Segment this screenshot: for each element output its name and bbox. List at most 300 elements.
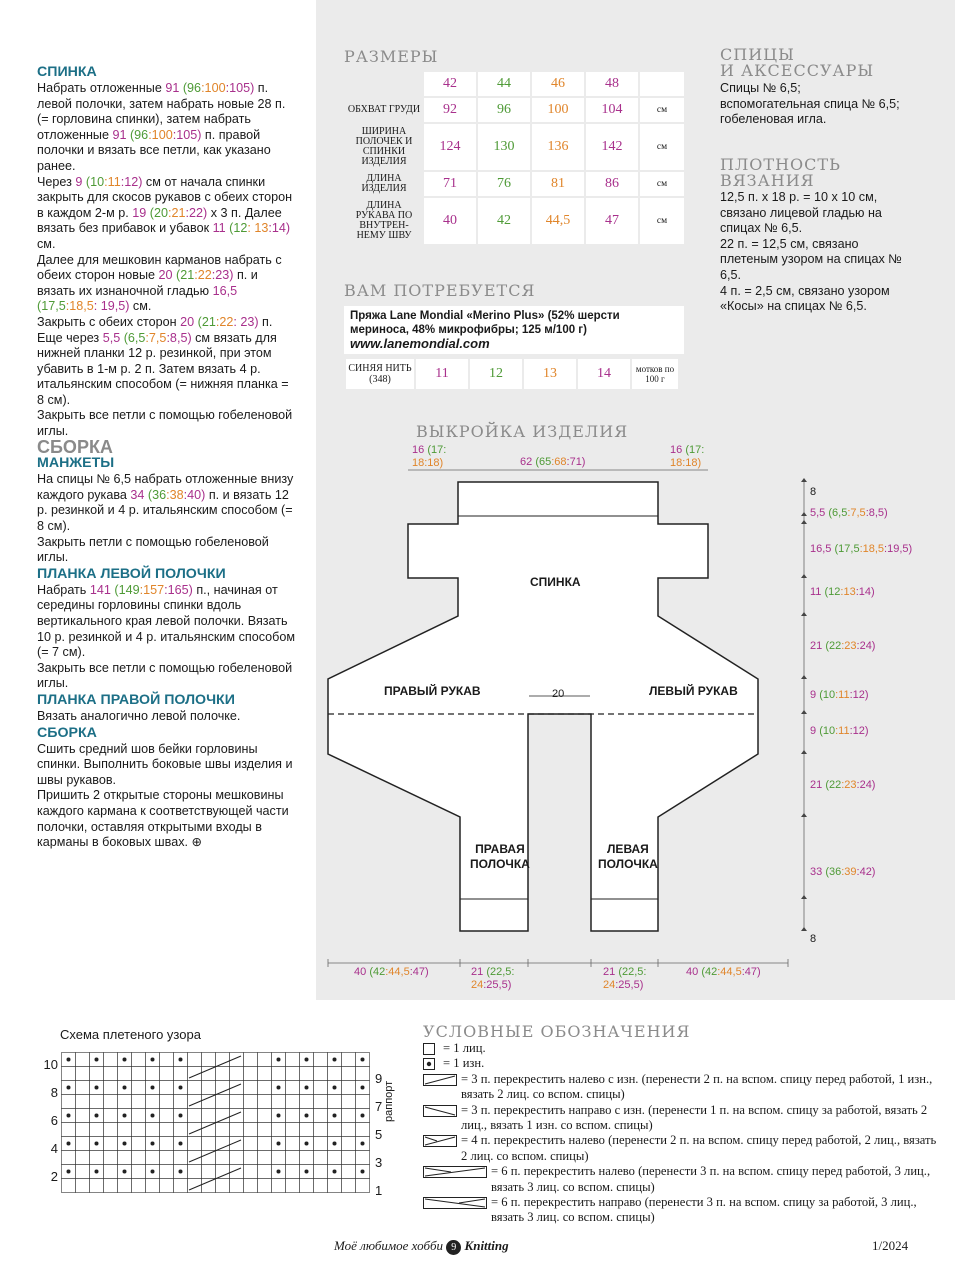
chart-cell: [286, 1109, 300, 1123]
sizes-title: РАЗМЕРЫ: [344, 47, 439, 66]
table-cell: 11: [416, 359, 468, 389]
chart-cell: [202, 1095, 216, 1109]
back-paragraph-6: Закрыть все петли с помощью гобеленовой иглы.: [37, 408, 293, 439]
dim-right-0: 8: [810, 486, 817, 498]
table-cell: 42: [478, 198, 530, 244]
purl-dot: [179, 1058, 183, 1062]
chart-cell: [272, 1067, 286, 1081]
cuffs-heading: МАНЖЕТЫ: [37, 455, 115, 472]
chart-cell: [230, 1179, 244, 1193]
chart-cell: [328, 1123, 342, 1137]
chart-cell: [300, 1067, 314, 1081]
chart-cell: [202, 1053, 216, 1067]
row-number: 8: [50, 1085, 58, 1100]
chart-cell: [356, 1095, 370, 1109]
chart-cell: [90, 1123, 104, 1137]
tools-title-line-1: СПИЦЫ: [720, 45, 795, 64]
chart-cell: [258, 1095, 272, 1109]
chart-cell: [286, 1095, 300, 1109]
table-row: [346, 124, 684, 170]
table-cell: 124: [424, 124, 476, 170]
purl-dot: [67, 1058, 71, 1062]
purl-dot: [277, 1142, 281, 1146]
garment-outline: [328, 482, 758, 931]
chart-cell: [314, 1109, 328, 1123]
legend-list: [423, 1041, 943, 1226]
row-number: 10: [43, 1057, 58, 1072]
chart-cell: [258, 1053, 272, 1067]
purl-dot: [151, 1086, 155, 1090]
chart-cell: [300, 1151, 314, 1165]
chart-cell: [90, 1067, 104, 1081]
row-label: ДЛИНА ИЗДЕЛИЯ: [361, 173, 407, 194]
legend-item: = 3 п. перекрестить налево с изн. (перенести 2 п. на вспом. спицу перед работой, 1 изн., вязать 2 лиц. со вспом. спицы): [423, 1072, 943, 1103]
purl-dot: [361, 1114, 365, 1118]
legend-item: = 4 п. перекрестить налево (перенести 2 п. на вспом. спицу перед работой, 2 лиц., вязать 2 лиц. со вспом. спицы): [423, 1133, 943, 1164]
size-header: 42: [424, 72, 476, 96]
purl-dot: [333, 1142, 337, 1146]
chart-cell: [76, 1165, 90, 1179]
dim-right-3: 11 (12:13:14): [810, 586, 875, 598]
instructions-column: [37, 64, 299, 851]
right-band-paragraph: Вязать аналогично левой полочке.: [37, 708, 241, 723]
chart-cell: [160, 1151, 174, 1165]
table-cell: 44,5: [532, 198, 584, 244]
purl-dot: [305, 1170, 309, 1174]
chart-cell: [202, 1179, 216, 1193]
purl-dot: [123, 1142, 127, 1146]
chart-cell: [76, 1095, 90, 1109]
chart-cell: [286, 1123, 300, 1137]
chart-cell: [328, 1067, 342, 1081]
chart-cell: [342, 1053, 356, 1067]
need-title: ВАМ ПОТРЕБУЕТСЯ: [344, 281, 536, 300]
yarn-table: [344, 357, 680, 391]
chart-cell: [342, 1179, 356, 1193]
chart-cell: [244, 1067, 258, 1081]
chart-cell: [132, 1123, 146, 1137]
row-label: ШИРИНА ПОЛОЧЕК И СПИНКИ ИЗДЕЛИЯ: [355, 126, 413, 167]
chart-cell: [314, 1095, 328, 1109]
purl-dot: [277, 1170, 281, 1174]
chart-cell: [216, 1067, 230, 1081]
chart-cell: [314, 1081, 328, 1095]
label-gap: 20: [552, 688, 565, 700]
page-number-badge: 9: [446, 1240, 461, 1255]
chart-cell: [174, 1095, 188, 1109]
chart-cell: [118, 1123, 132, 1137]
tools-text: Спицы № 6,5; вспомогательная спица № 6,5; гобеленовая игла.: [720, 81, 900, 127]
table-cell: 47: [586, 198, 638, 244]
table-cell: 40: [424, 198, 476, 244]
dim-top-left-label: 16 (17: 18:18): [412, 444, 447, 469]
chart-cell: [160, 1165, 174, 1179]
chart-cell: [202, 1067, 216, 1081]
purl-dot: [151, 1058, 155, 1062]
chart-cell: [356, 1151, 370, 1165]
chart-cell: [258, 1081, 272, 1095]
chart-cell: [230, 1151, 244, 1165]
chart-cell: [62, 1179, 76, 1193]
chart-cell: [286, 1165, 300, 1179]
purl-dot: [277, 1086, 281, 1090]
chart-cell: [188, 1053, 202, 1067]
footer-knitting: Knitting: [464, 1238, 509, 1253]
chart-cell: [342, 1067, 356, 1081]
cuffs-paragraph: На спицы № 6,5 набрать отложенные внизу каждого рукава 34 (36:38:40) п. и вязать 12 р. резинкой и 4 р. итальянским способом (= 8 см).: [37, 472, 294, 534]
table-cell: 14: [578, 359, 630, 389]
chart-cell: [202, 1165, 216, 1179]
chart-cell: [76, 1053, 90, 1067]
purl-dot: [361, 1170, 365, 1174]
dim-bottom-mid1-label: 21 (22,5: 24:25,5): [471, 966, 515, 991]
purl-dot: [179, 1170, 183, 1174]
back-paragraph-5: Еще через 5,5 (6,5:7,5:8,5) см вязать для нижней планки 12 р. резинкой, при этом убавить в 1-м р. 2 п. Затем вязать 4 р. итальянским способом (= нижняя планка = 8 см).: [37, 330, 289, 407]
purl-dot: [333, 1114, 337, 1118]
chart-cell: [258, 1067, 272, 1081]
purl-dot: [361, 1142, 365, 1146]
chart-cell: [272, 1179, 286, 1193]
purl-dot: [95, 1086, 99, 1090]
chart-cell: [132, 1137, 146, 1151]
tick: [801, 478, 807, 482]
chart-cell: [258, 1179, 272, 1193]
size-header: 48: [586, 72, 638, 96]
chart-cell: [244, 1123, 258, 1137]
chart-cell: [174, 1123, 188, 1137]
chart-title: Схема плетеного узора: [60, 1027, 201, 1042]
footer-brand: [334, 1238, 509, 1255]
chart-cell: [132, 1067, 146, 1081]
purl-dot: [95, 1142, 99, 1146]
chart-cell: [286, 1179, 300, 1193]
chart-cell: [244, 1179, 258, 1193]
sizes-corner: [346, 72, 422, 96]
chart-cell: [216, 1179, 230, 1193]
chart-cell: [188, 1109, 202, 1123]
chart-cell: [314, 1151, 328, 1165]
chart-cell: [258, 1151, 272, 1165]
dim-right-5: 9 (10:11:12): [810, 689, 869, 701]
unit-cell: см: [640, 124, 684, 170]
chart-cell: [216, 1053, 230, 1067]
chart-cell: [216, 1109, 230, 1123]
label-left-front-2: ПОЛОЧКА: [598, 857, 658, 871]
tick: [801, 710, 807, 714]
chart-cell: [328, 1151, 342, 1165]
label-right-front-1: ПРАВАЯ: [475, 842, 525, 856]
assembly-big-heading: СБОРКА: [37, 436, 113, 457]
chart-cell: [62, 1123, 76, 1137]
chart-cell: [230, 1067, 244, 1081]
back-paragraph-4: Закрыть с обеих сторон 20 (21:22: 23) п.: [37, 314, 273, 329]
label-right-front-2: ПОЛОЧКА: [470, 857, 530, 871]
row-label: ДЛИНА РУКАВА ПО ВНУТРЕН-НЕМУ ШВУ: [355, 200, 413, 241]
dim-right-2: 16,5 (17,5:18,5:19,5): [810, 543, 913, 555]
table-cell: 12: [470, 359, 522, 389]
dim-right-6: 9 (10:11:12): [810, 725, 869, 737]
chart-cell: [202, 1151, 216, 1165]
gauge-title: [720, 157, 841, 189]
table-cell: 104: [586, 98, 638, 122]
chart-cell: [272, 1095, 286, 1109]
gauge-text: [720, 190, 915, 315]
cross-left-3-icon: [423, 1074, 457, 1086]
chart-cell: [244, 1151, 258, 1165]
table-cell: 86: [586, 172, 638, 196]
chart-cell: [286, 1053, 300, 1067]
purl-dot: [277, 1114, 281, 1118]
chart-cell: [76, 1151, 90, 1165]
purl-dot: [95, 1058, 99, 1062]
cross-left-4-icon: [423, 1135, 457, 1147]
purl-dot: [151, 1142, 155, 1146]
purl-dot: [179, 1142, 183, 1146]
assembly-paragraph: Сшить средний шов бейки горловины спинки. Выполнить боковые швы изделия и швы рукавов.: [37, 741, 293, 787]
row-number: 7: [375, 1099, 383, 1114]
chart-cell: [132, 1095, 146, 1109]
chart-cell: [216, 1081, 230, 1095]
yarn-box: [344, 306, 684, 354]
chart-cell: [258, 1123, 272, 1137]
chart-cell: [174, 1179, 188, 1193]
cross-left-6-icon: [423, 1166, 487, 1178]
chart-cell: [300, 1095, 314, 1109]
chart-cell: [202, 1081, 216, 1095]
chart-cell: [76, 1137, 90, 1151]
chart-cell: [188, 1165, 202, 1179]
table-cell: 76: [478, 172, 530, 196]
chart-cell: [328, 1095, 342, 1109]
dim-right-9: 8: [810, 933, 817, 945]
cross-right-3-icon: [423, 1105, 457, 1117]
back-paragraph-2: Через 9 (10:11:12) см от начала спинки закрыть для скосов рукавов с обеих сторон в каждом 2-м р. 19 (20:21:22) x 3 п. Далее вязать без прибавок и убавок 11 (12: 13:14) см.: [37, 174, 293, 251]
unit-cell: см: [640, 98, 684, 122]
cross-right-6-icon: [423, 1197, 487, 1209]
purl-dot: [305, 1086, 309, 1090]
dim-top-right-label: 16 (17: 18:18): [670, 444, 705, 469]
chart-cell: [62, 1095, 76, 1109]
chart-cell: [160, 1109, 174, 1123]
table-cell: 136: [532, 124, 584, 170]
back-paragraph-3: Далее для мешковин карманов набрать с обеих сторон новые 20 (21:22:23) п. и вязать их изнаночной гладью 16,5 (17,5:18,5: 19,5) см.: [37, 252, 282, 314]
row-number: 6: [50, 1113, 58, 1128]
chart-cell: [202, 1137, 216, 1151]
size-header: 44: [478, 72, 530, 96]
chart-cell: [230, 1095, 244, 1109]
table-cell: 81: [532, 172, 584, 196]
purl-dot: [305, 1058, 309, 1062]
chart-cell: [104, 1179, 118, 1193]
sizes-header-row: [346, 72, 684, 96]
gauge-title-line-2: ВЯЗАНИЯ: [720, 171, 815, 190]
yarn-unit: мотков по 100 г: [632, 359, 678, 389]
rapport-label: раппорт: [383, 1080, 395, 1122]
sizes-table: [344, 70, 686, 246]
tick: [801, 574, 807, 578]
chart-cell: [118, 1067, 132, 1081]
cuffs-paragraph-2: Закрыть петли с помощью гобеленовой иглы.: [37, 534, 269, 565]
yarn-color-label: СИНЯЯ НИТЬ (348): [346, 359, 414, 389]
row-number: 3: [375, 1155, 383, 1170]
label-back: СПИНКА: [530, 575, 581, 589]
size-unit-empty: [640, 72, 684, 96]
chart-cell: [314, 1165, 328, 1179]
chart-cell: [342, 1095, 356, 1109]
purl-dot: [123, 1114, 127, 1118]
purl-dot: [333, 1170, 337, 1174]
chart-cell: [342, 1151, 356, 1165]
chart-cell: [146, 1179, 160, 1193]
tick: [801, 895, 807, 899]
purl-dot: [333, 1086, 337, 1090]
chart-cell: [216, 1123, 230, 1137]
table-row: [346, 172, 684, 196]
table-row: [346, 198, 684, 244]
chart-cell: [356, 1123, 370, 1137]
chart-cell: [76, 1123, 90, 1137]
purl-dot: [123, 1170, 127, 1174]
chart-cell: [104, 1151, 118, 1165]
chart-cell: [118, 1179, 132, 1193]
chart-cell: [216, 1095, 230, 1109]
chart-cell: [356, 1179, 370, 1193]
left-band-paragraph-2: Закрыть все петли с помощью гобеленовой иглы.: [37, 660, 293, 691]
dim-right-8: 33 (36:39:42): [810, 866, 876, 878]
chart-cell: [300, 1123, 314, 1137]
label-left-front: [598, 842, 658, 872]
legend-item: = 3 п. перекрестить направо с изн. (перенести 1 п. на вспом. спицу за работой, вязать 2 лиц., вязать 1 изн. со вспом. спицы): [423, 1103, 943, 1134]
chart-cell: [90, 1151, 104, 1165]
chart-cell: [104, 1081, 118, 1095]
chart-cell: [132, 1151, 146, 1165]
chart-cell: [160, 1053, 174, 1067]
chart-cell: [314, 1053, 328, 1067]
dim-right-4: 21 (22:23:24): [810, 640, 876, 652]
chart-left-numbers: [38, 1051, 58, 1191]
legend-item: = 1 лиц.: [423, 1041, 943, 1056]
legend-item: = 6 п. перекрестить направо (перенести 3 п. на вспом. спицу за работой, 3 лиц., вязать 3 лиц. со вспом. спицы): [423, 1195, 943, 1226]
chart-cell: [244, 1095, 258, 1109]
purl-dot: [123, 1058, 127, 1062]
tick: [801, 612, 807, 616]
chart-cell: [90, 1179, 104, 1193]
chart-cell: [118, 1095, 132, 1109]
tools-title: [720, 47, 874, 79]
left-band-paragraph: Набрать 141 (149:157:165) п., начиная от середины горловины спинки вдоль вертикального края левой полочки. Вязать 10 р. резинкой и 4 р. итальянским способом (= 7 см).: [37, 582, 296, 660]
tick: [801, 675, 807, 679]
yarn-text: Пряжа Lane Mondial «Merino Plus» (52% шерсти мериноса, 48% микрофибры; 125 м/100 г): [350, 310, 620, 336]
chart-cell: [132, 1165, 146, 1179]
chart-cell: [356, 1067, 370, 1081]
chart-cell: [104, 1095, 118, 1109]
chart-cell: [174, 1151, 188, 1165]
purl-dot: [305, 1142, 309, 1146]
dim-bottom-left-label: 40 (42:44,5:47): [354, 966, 429, 978]
chart-cell: [90, 1095, 104, 1109]
table-cell: 100: [532, 98, 584, 122]
back-heading: СПИНКА: [37, 64, 97, 80]
chart-cell: [342, 1081, 356, 1095]
dim-right-7: 21 (22:23:24): [810, 779, 876, 791]
size-header: 46: [532, 72, 584, 96]
garment-shape: [328, 482, 758, 931]
chart-cell: [160, 1095, 174, 1109]
purl-dot: [333, 1058, 337, 1062]
row-number: 1: [375, 1183, 383, 1198]
chart-cell: [76, 1109, 90, 1123]
tick: [801, 512, 807, 516]
chart-cell: [244, 1081, 258, 1095]
chart-cell: [62, 1067, 76, 1081]
chart-cell: [286, 1151, 300, 1165]
right-band-heading: ПЛАНКА ПРАВОЙ ПОЛОЧКИ: [37, 691, 235, 708]
purl-dot: [305, 1114, 309, 1118]
chart-cell: [188, 1137, 202, 1151]
chart-cell: [146, 1151, 160, 1165]
row-number: 4: [50, 1141, 58, 1156]
gauge-line-1: 12,5 п. х 18 р. = 10 х 10 см, связано лицевой гладью на спицах № 6,5.: [720, 190, 882, 236]
row-number: 2: [50, 1169, 58, 1184]
purl-dot: [67, 1170, 71, 1174]
purl-dot: [67, 1086, 71, 1090]
chart-cell: [286, 1081, 300, 1095]
chart-cell: [258, 1109, 272, 1123]
gauge-title-line-1: ПЛОТНОСТЬ: [720, 155, 841, 174]
table-cell: 130: [478, 124, 530, 170]
dim-bottom-mid2-label: 21 (22,5: 24:25,5): [603, 966, 647, 991]
unit-cell: см: [640, 172, 684, 196]
purl-dot: [361, 1086, 365, 1090]
purl-dot: [151, 1114, 155, 1118]
legend-item: = 6 п. перекрестить налево (перенести 3 п. на вспом. спицу перед работой, 3 лиц., вязать 3 лиц. со вспом. спицы): [423, 1164, 943, 1195]
chart-cell: [174, 1067, 188, 1081]
purl-dot: [67, 1142, 71, 1146]
tick: [801, 750, 807, 754]
label-right-front: [470, 842, 530, 872]
chart-cell: [146, 1123, 160, 1137]
chart-cell: [76, 1179, 90, 1193]
chart-cell: [272, 1151, 286, 1165]
chart-cell: [132, 1179, 146, 1193]
purl-dot: [67, 1114, 71, 1118]
legend-title: УСЛОВНЫЕ ОБОЗНАЧЕНИЯ: [423, 1022, 691, 1041]
chart-cell: [104, 1067, 118, 1081]
chart-cell: [160, 1137, 174, 1151]
unit-cell: см: [640, 198, 684, 244]
chart-cell: [188, 1081, 202, 1095]
chart-cell: [314, 1179, 328, 1193]
purl-dot: [123, 1086, 127, 1090]
chart-cell: [258, 1137, 272, 1151]
assembly-paragraph-2: Пришить 2 открытые стороны мешковины каждого кармана к соответствующей части полочки, оставляя открытыми входы в карманы в боковых швах. ⊕: [37, 788, 289, 850]
chart-cell: [104, 1123, 118, 1137]
back-paragraph-1: Набрать отложенные 91 (96:100:105) п. левой полочки, затем набрать новые 28 п. (= горловина спинки), затем набрать отложенные 91 (96:100:105) п. правой полочки и вязать все петли, как указано ранее.: [37, 81, 286, 173]
chart-cell: [160, 1067, 174, 1081]
table-row: [346, 98, 684, 122]
chart-cell: [258, 1165, 272, 1179]
chart-cell: [160, 1123, 174, 1137]
label-left-sleeve: ЛЕВЫЙ РУКАВ: [649, 684, 738, 698]
chart-cell: [300, 1179, 314, 1193]
purl-dot: [95, 1170, 99, 1174]
chart-cell: [104, 1109, 118, 1123]
chart-cell: [314, 1137, 328, 1151]
chart-cell: [118, 1151, 132, 1165]
pattern-title: ВЫКРОЙКА ИЗДЕЛИЯ: [416, 422, 629, 441]
label-left-front-1: ЛЕВАЯ: [607, 842, 649, 856]
chart-cell: [160, 1179, 174, 1193]
